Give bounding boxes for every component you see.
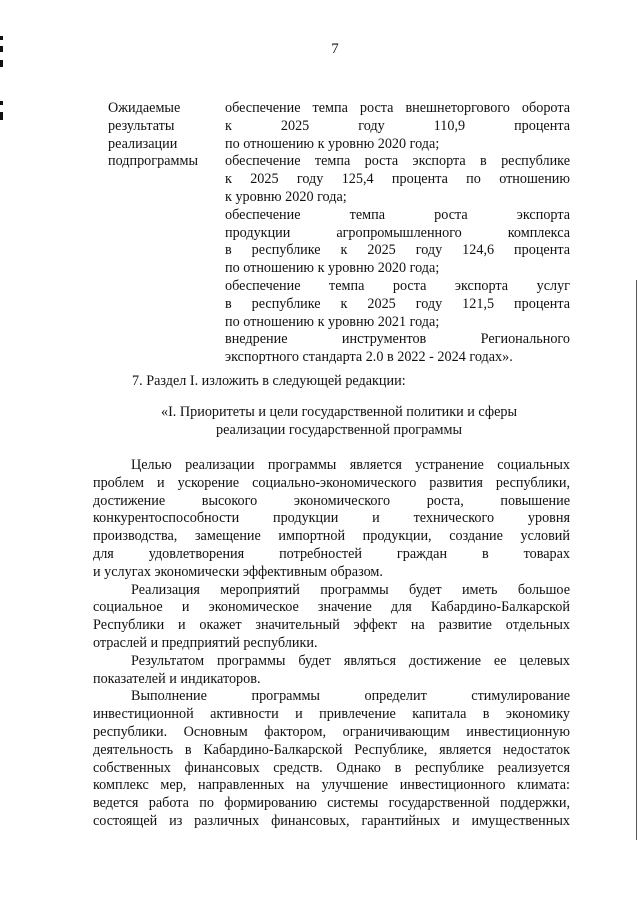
text-line: Республики и окажет значительный эффект на развитие отдельных [93, 617, 570, 634]
text-line: социальное и экономическое значение для Кабардино-Балкарской [93, 599, 570, 616]
result-item [225, 331, 570, 367]
text-line: деятельность в Кабардино-Балкарской Республике, является недостаток [93, 741, 570, 758]
text-line: продукции агропромышленного комплекса [225, 224, 570, 241]
text-line: производства, замещение импортной продукции, создание условий [93, 528, 570, 545]
text-line: состоящей из различных финансовых, гарантийных и имущественных [93, 812, 570, 829]
text-line: по отношению к уровню 2020 года; [225, 260, 440, 277]
text-line: собственных финансовых средств. Однако в республике реализуется [93, 759, 570, 776]
text-line: к 2025 году 110,9 процента [225, 117, 570, 134]
text-line: обеспечение темпа роста экспорта [225, 206, 570, 223]
text-line: к 2025 году 125,4 процента по отношению [225, 171, 570, 188]
text-line: Реализация мероприятий программы будет иметь большое [131, 581, 570, 598]
chapter-title-line: реализации государственной программы [215, 422, 463, 438]
text-line: экспортного стандарта 2.0 в 2022 - 2024 годах». [225, 349, 513, 366]
results-label-line: подпрограммы [108, 153, 198, 170]
binding-mark-mid [0, 101, 3, 105]
text-line: обеспечение темпа роста экспорта услуг [225, 277, 570, 294]
text-line: по отношению к уровню 2021 года; [225, 313, 440, 330]
text-line: комплекс мер, направленных на улучшение инвестиционного климата: [93, 777, 570, 794]
paragraph [93, 457, 570, 582]
binding-mark-top-3 [0, 60, 3, 67]
results-items [225, 100, 570, 367]
binding-mark-mid-2 [0, 112, 3, 120]
text-line: внедрение инструментов Регионального [225, 331, 570, 348]
chapter-title [108, 403, 570, 439]
text-line: Результатом программы будет являться достижение ее целевых [131, 652, 570, 669]
result-item [225, 207, 570, 278]
text-line: достижение высокого экономического роста, повышение [93, 492, 570, 509]
result-item [225, 153, 570, 206]
results-label-line: результаты [108, 117, 175, 134]
text-line: проблем и ускорение социально-экономического развития республики, [93, 474, 570, 491]
text-line: конкурентоспособности продукции и технического уровня [93, 510, 570, 527]
text-line: инвестиционной активности и привлечение капитала в экономику [93, 706, 570, 723]
paragraph [93, 688, 570, 830]
text-line: Целью реализации программы является устранение социальных [131, 457, 570, 473]
text-line: по отношению к уровню 2020 года; [225, 135, 440, 152]
text-line: обеспечение темпа роста внешнеторгового оборота [225, 100, 570, 116]
result-item [225, 278, 570, 331]
text-line: и услугах экономически эффективным образом. [93, 563, 383, 580]
text-line: показателей и индикаторов. [93, 670, 261, 687]
results-label [108, 100, 223, 171]
text-line: для удовлетворения потребностей граждан в товарах [93, 545, 570, 562]
text-line: в республике к 2025 году 124,6 процента [225, 242, 570, 259]
chapter-title-line: «I. Приоритеты и цели государственной политики и сферы [160, 404, 518, 420]
result-item [225, 100, 570, 153]
text-line: в республике к 2025 году 121,5 процента [225, 295, 570, 312]
text-line: к уровню 2020 года; [225, 188, 347, 205]
paragraph [93, 653, 570, 689]
text-line: ведется работа по формированию системы государственной поддержки, [93, 795, 570, 812]
body-text [93, 457, 570, 831]
binding-mark-top [0, 36, 3, 40]
page-number: 7 [331, 41, 339, 57]
text-line: Выполнение программы определит стимулирование [131, 688, 570, 705]
text-line: обеспечение темпа роста экспорта в республике [225, 153, 570, 170]
paragraph [93, 582, 570, 653]
text-line: республики. Основным фактором, ограничивающим инвестиционную [93, 723, 570, 740]
section-heading: 7. Раздел I. изложить в следующей редакции: [132, 373, 406, 389]
text-line: отраслей и предприятий республики. [93, 634, 318, 651]
right-edge-line [636, 280, 637, 840]
results-label-line: реализации [108, 135, 178, 152]
results-label-line: Ожидаемые [108, 100, 181, 116]
